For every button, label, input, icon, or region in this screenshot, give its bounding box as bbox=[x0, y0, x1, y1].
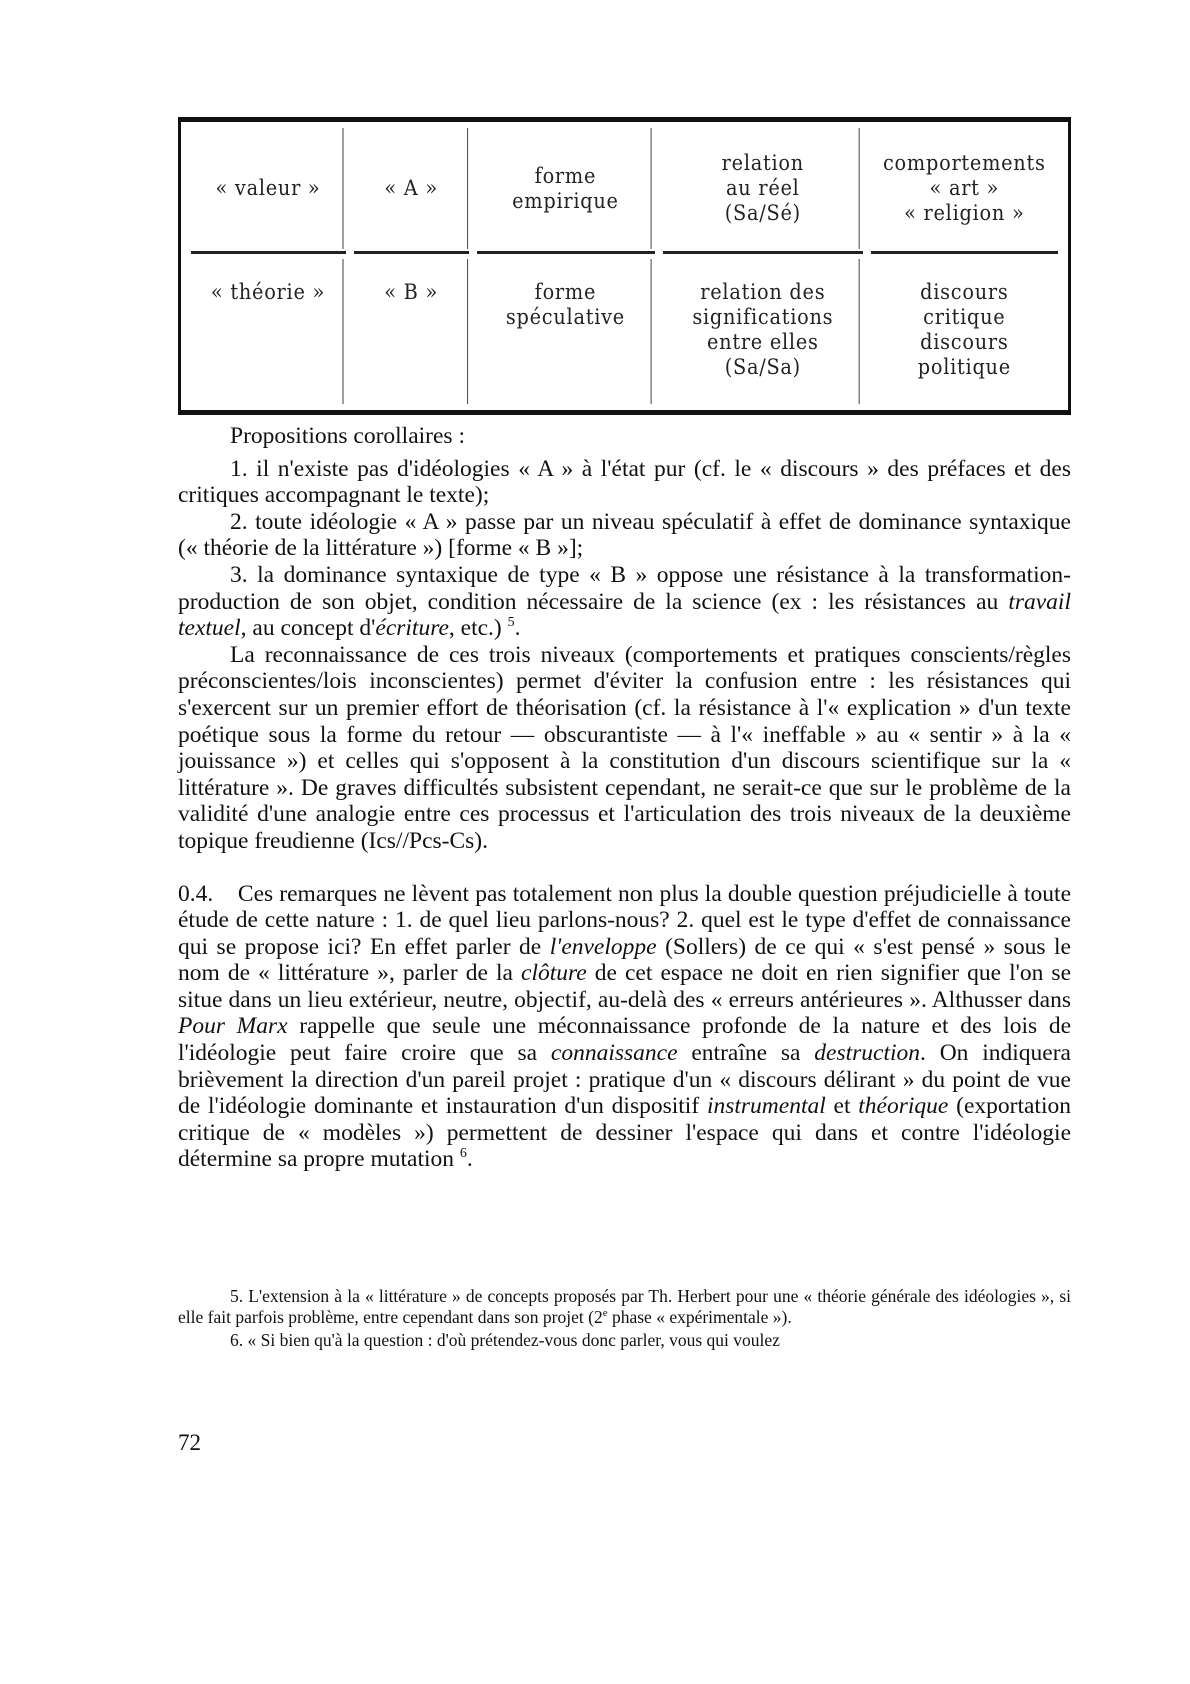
table-cell: « A » bbox=[355, 128, 468, 249]
section-0-4 bbox=[178, 881, 1071, 1174]
text-run: phase « expérimentale »). bbox=[607, 1307, 792, 1327]
italic-term: clôture bbox=[521, 960, 587, 987]
text-run: , etc.) bbox=[448, 615, 508, 642]
table-cell: forme empirique bbox=[480, 128, 651, 249]
table-cell: relation au réel (Sa/Sé) bbox=[667, 128, 859, 249]
footnote-6: 6. « Si bien qu'à la question : d'où prétendez-vous donc parler, vous qui voulez bbox=[230, 1330, 780, 1350]
table-cell: « théorie » bbox=[194, 259, 344, 404]
table-cell: « valeur » bbox=[194, 128, 344, 249]
table-row bbox=[187, 259, 1062, 404]
text-run: 5. L'extension à la « littérature » de concepts proposés par Th. Herbert pour une « théorie générale des idéologies », si elle fait parfois problème, entre cependant dans son projet (2 bbox=[178, 1286, 1071, 1327]
text-run: et bbox=[825, 1093, 859, 1120]
italic-term: connaissance bbox=[550, 1040, 678, 1067]
proposition-3 bbox=[178, 562, 1071, 642]
text-run: (exportation critique de « modèles ») permettent de dessiner l'espace qui dans et contre l'idéologie détermine sa propre mutation bbox=[178, 1093, 1071, 1173]
footnote-5 bbox=[178, 1286, 1071, 1328]
proposition-1: 1. il n'existe pas d'idéologies « A » à l'état pur (cf. le « discours » des préfaces et des critiques accompagnant le texte); bbox=[178, 455, 1071, 509]
italic-term: destruction bbox=[814, 1040, 921, 1067]
table-row bbox=[187, 128, 1062, 249]
text-run: (Sollers) de ce qui « s'est pensé » sous le nom de « littérature », parler de la bbox=[178, 933, 1071, 987]
table-cell: relation des significations entre elles (Sa/Sa) bbox=[667, 259, 859, 404]
italic-term: Pour Marx bbox=[178, 1013, 288, 1040]
text-run: 3. la dominance syntaxique de type « B » oppose une résistance à la transformation-production de son objet, condition nécessaire de la science (ex : les résistances au bbox=[178, 561, 1071, 615]
italic-term: instrumental bbox=[706, 1093, 826, 1120]
page-number: 72 bbox=[178, 1430, 201, 1455]
proposition-2: 2. toute idéologie « A » passe par un niveau spéculatif à effet de dominance syntaxique (« théorie de la littérature ») [forme « B »]; bbox=[178, 508, 1071, 562]
footnotes bbox=[178, 1286, 1071, 1351]
section-number: 0.4. bbox=[178, 880, 214, 907]
superscript: e bbox=[602, 1307, 608, 1320]
section-heading: Propositions corollaires : bbox=[230, 423, 465, 449]
text-run: . bbox=[466, 1146, 473, 1173]
text-run: . bbox=[514, 615, 521, 642]
text-run: entraîne sa bbox=[677, 1040, 815, 1067]
text-run: . On indiquera brièvement la direction d'un pareil projet : pratique d'un « discours délirant » du point de vue de l'idéologie dominante et instauration d'un dispositif bbox=[178, 1040, 1071, 1120]
text-run: Ces remarques ne lèvent pas totalement non plus la double question préjudicielle à toute étude de cette nature : 1. de quel lieu parlons-nous? 2. quel est le type d'effet de connaissance qui se propose ici? En effet parler de bbox=[178, 880, 1072, 960]
italic-term: travail textuel bbox=[178, 588, 1071, 642]
text-run: rappelle que seule une méconnaissance profonde de la nature et des lois de l'idéologie peut faire croire que sa bbox=[178, 1013, 1072, 1067]
paragraph: La reconnaissance de ces trois niveaux (comportements et pratiques conscients/règles préconscientes/lois inconscientes) permet d'éviter la confusion entre : les résistances qui s'exercent sur un premier effort de théorisation (cf. la résistance à l'« explication » d'un texte poétique sous la forme du retour — obscurantiste — à l'« ineffable » au « sentir » à la « jouissance ») et celles qui s'opposent à la constitution d'un discours scientifique sur la « littérature ». De graves difficultés subsistent cependant, ne serait-ce que sur le problème de la validité d'une analogie entre ces processus et l'articulation des trois niveaux de la deuxième topique freudienne (Ics//Pcs-Cs). bbox=[178, 641, 1071, 854]
table-cell: comportements « art » « religion » bbox=[883, 151, 1046, 225]
table-row-divider bbox=[187, 251, 1062, 254]
table-cell: « B » bbox=[355, 259, 468, 404]
text-run: de cet espace ne doit en rien signifier que l'on se situe dans un lieu extérieur, neutre, objectif, au-delà des « erreurs antérieures ». Althusser dans bbox=[178, 960, 1071, 1013]
footnote-ref[interactable]: 6 bbox=[459, 1146, 467, 1162]
text-run: , au concept d' bbox=[240, 615, 376, 642]
table-cell: discours critique discours politique bbox=[918, 280, 1012, 379]
concept-table bbox=[178, 117, 1071, 415]
table-cell: forme spéculative bbox=[480, 259, 651, 404]
italic-term: théorique bbox=[858, 1093, 949, 1120]
italic-term: l'enveloppe bbox=[549, 933, 657, 960]
body-text bbox=[178, 423, 1071, 1173]
footnote-ref[interactable]: 5 bbox=[507, 615, 515, 631]
italic-term: écriture bbox=[375, 615, 449, 642]
